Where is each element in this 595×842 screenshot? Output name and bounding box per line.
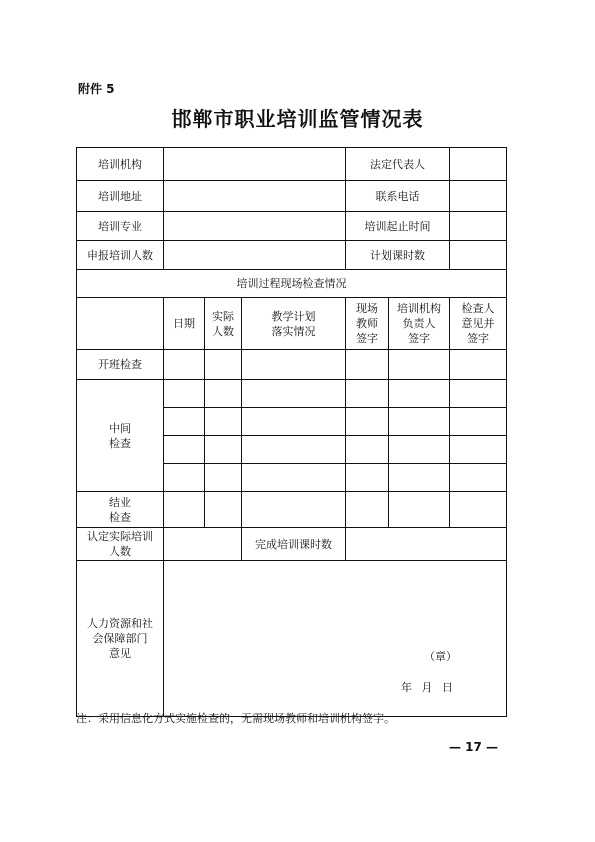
legal-rep-field[interactable] (450, 148, 507, 181)
address-field[interactable] (164, 181, 346, 212)
count-label: 申报培训人数 (77, 241, 164, 270)
cell[interactable] (450, 492, 507, 528)
cell[interactable] (164, 464, 205, 492)
cell[interactable] (205, 464, 242, 492)
row-middle: 中间 检查 (77, 380, 164, 492)
major-field[interactable] (164, 212, 346, 241)
hours-field[interactable] (450, 241, 507, 270)
cell[interactable] (242, 436, 346, 464)
hours-label: 计划课时数 (346, 241, 450, 270)
row-final: 结业 检查 (77, 492, 164, 528)
cell[interactable] (346, 380, 389, 408)
cell[interactable] (242, 380, 346, 408)
cell[interactable] (389, 380, 450, 408)
period-label: 培训起止时间 (346, 212, 450, 241)
row-opening: 开班检查 (77, 350, 164, 380)
cell[interactable] (164, 380, 205, 408)
page-title: 邯郸市职业培训监管情况表 (171, 107, 424, 131)
cell[interactable] (205, 408, 242, 436)
cell[interactable] (389, 464, 450, 492)
date-label: 年 月 日 (401, 681, 453, 694)
col-actual: 实际 人数 (205, 298, 242, 350)
col-teacher: 现场 教师 签字 (346, 298, 389, 350)
cell[interactable] (346, 492, 389, 528)
col-head: 培训机构 负责人 签字 (389, 298, 450, 350)
cell[interactable] (242, 464, 346, 492)
supervision-form (76, 147, 507, 717)
cell[interactable] (242, 408, 346, 436)
phone-label: 联系电话 (346, 181, 450, 212)
cell[interactable] (164, 408, 205, 436)
col-plan: 教学计划 落实情况 (242, 298, 346, 350)
cell[interactable] (205, 436, 242, 464)
institution-field[interactable] (164, 148, 346, 181)
cell[interactable] (346, 436, 389, 464)
major-label: 培训专业 (77, 212, 164, 241)
cell[interactable] (450, 436, 507, 464)
cell[interactable] (450, 380, 507, 408)
footnote: 注：采用信息化方式实施检查的，无需现场教师和培训机构签字。 (76, 712, 395, 725)
completed-hours-label: 完成培训课时数 (242, 528, 346, 561)
col-opinion: 检查人 意见并 签字 (450, 298, 507, 350)
legal-rep-label: 法定代表人 (346, 148, 450, 181)
cell[interactable] (242, 492, 346, 528)
phone-field[interactable] (450, 181, 507, 212)
actual-count-label: 认定实际培训 人数 (77, 528, 164, 561)
cell[interactable] (164, 436, 205, 464)
col-date: 日期 (164, 298, 205, 350)
cell[interactable] (389, 436, 450, 464)
count-field[interactable] (164, 241, 346, 270)
cell[interactable] (205, 380, 242, 408)
cell[interactable] (164, 492, 205, 528)
cell[interactable] (450, 464, 507, 492)
seal-label: （章） (424, 650, 457, 663)
page-number: — 17 — (449, 740, 499, 754)
cell[interactable] (346, 350, 389, 380)
cell[interactable] (242, 350, 346, 380)
completed-hours-field[interactable] (346, 528, 507, 561)
cell[interactable] (205, 492, 242, 528)
cell[interactable] (450, 408, 507, 436)
header-blank (77, 298, 164, 350)
attachment-label: 附件 5 (78, 82, 115, 96)
cell[interactable] (346, 408, 389, 436)
cell[interactable] (346, 464, 389, 492)
institution-label: 培训机构 (77, 148, 164, 181)
cell[interactable] (389, 408, 450, 436)
section-title: 培训过程现场检查情况 (77, 270, 507, 298)
cell[interactable] (164, 350, 205, 380)
dept-opinion-label: 人力资源和社 会保障部门 意见 (77, 561, 164, 717)
cell[interactable] (450, 350, 507, 380)
actual-count-field[interactable] (164, 528, 242, 561)
dept-opinion-field[interactable] (164, 561, 507, 717)
cell[interactable] (389, 350, 450, 380)
cell[interactable] (205, 350, 242, 380)
address-label: 培训地址 (77, 181, 164, 212)
cell[interactable] (389, 492, 450, 528)
period-field[interactable] (450, 212, 507, 241)
